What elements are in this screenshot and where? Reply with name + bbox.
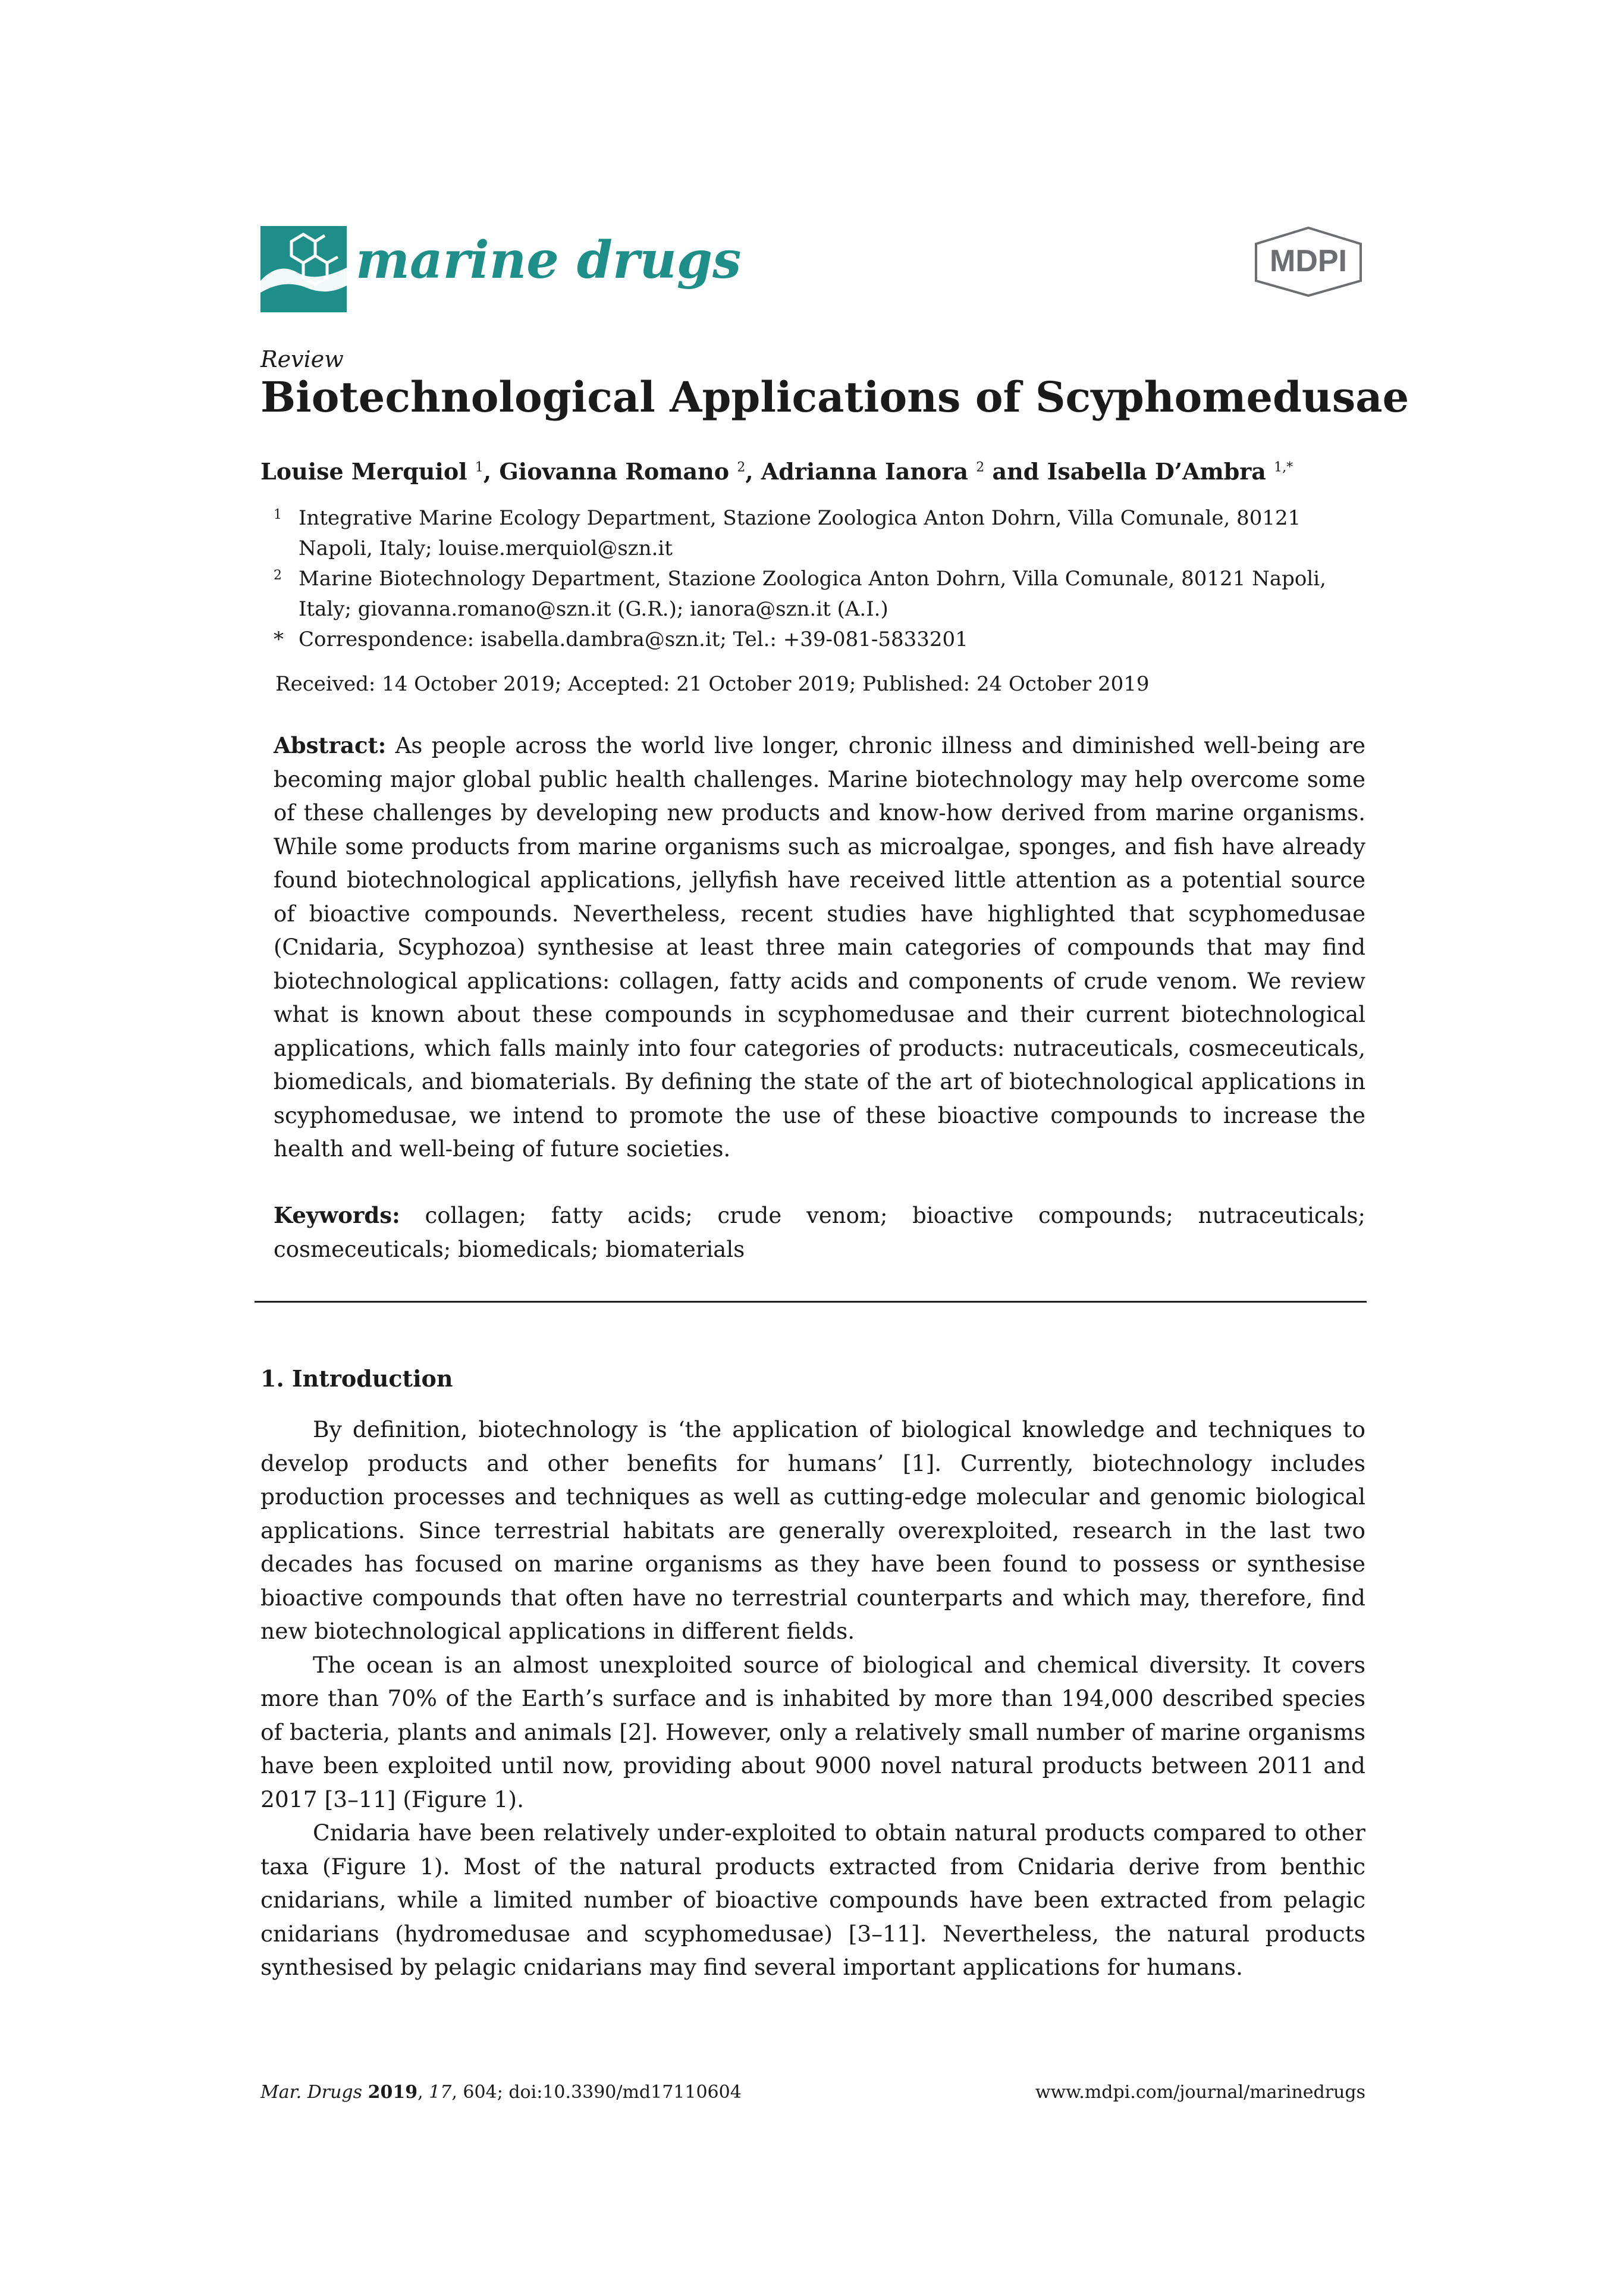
journal-url[interactable]: www.mdpi.com/journal/marinedrugs [1035,2082,1365,2103]
affiliation-text: Marine Biotechnology Department, Stazione Zoologica Anton Dohrn, Villa Comunale, 80121 Napoli, Italy; giovanna.romano@szn.it (G.R.); ianora@szn.it (A.I.) [299,567,1326,621]
mdpi-logo-icon [1252,226,1365,297]
author-name: Isabella D’Ambra [1047,458,1266,485]
citation-year: 2019 [368,2082,418,2103]
affiliation-item [274,625,1368,655]
author-separator: , [483,458,500,485]
author-name: Louise Merquiol [260,458,467,485]
author-list [260,458,1293,485]
affiliation-item [274,503,1368,564]
citation-volume: 17 [429,2082,452,2103]
body-paragraph: Cnidaria have been relatively under-exploited to obtain natural products compared to other taxa (Figure 1). Most of the natural products extracted from Cnidaria derive from benthic cnidarians, while a limited number of bioactive compounds have been extracted from pelagic cnidarians (hydromedusae and scyphomedusae) [3–11]. Nevertheless, the natural products synthesised by pelagic cnidarians may find several important applications for humans. [260,1820,1365,1980]
section-body [260,1413,1365,1984]
author-affiliation-marker: 1,* [1274,460,1293,475]
journal-abbrev: Mar. Drugs [260,2082,363,2103]
affiliation-text: Correspondence: isabella.dambra@szn.it; Tel.: +39-081-5833201 [299,628,968,651]
author-affiliation-marker: 2 [737,460,746,475]
mdpi-logo-text: MDPI [1270,244,1347,278]
publication-dates: Received: 14 October 2019; Accepted: 21 October 2019; Published: 24 October 2019 [275,672,1150,696]
article-type: Review [260,346,344,372]
article-title: Biotechnological Applications of Scyphomedusae [260,372,1409,422]
affiliations [274,503,1368,655]
journal-name: marine drugs [356,230,742,290]
affiliation-text: Integrative Marine Ecology Department, Stazione Zoologica Anton Dohrn, Villa Comunale, 80121 Napoli, Italy; louise.merquiol@szn.it [299,506,1301,560]
affiliation-marker: 2 [274,568,282,583]
author-name: Giovanna Romano [499,458,730,485]
affiliation-marker: 1 [274,507,282,522]
journal-logo-icon [260,226,347,312]
body-paragraph: The ocean is an almost unexploited source of biological and chemical diversity. It covers more than 70% of the Earth’s surface and is inhabited by more than 194,000 described species of bacteria, plants and animals [2]. However, only a relatively small number of marine organisms have been exploited until now, providing about 9000 novel natural products between 2011 and 2017 [3–11] (Figure 1). [260,1651,1365,1812]
body-paragraph: By definition, biotechnology is ‘the application of biological knowledge and techniques to develop products and other benefits for humans’ [1]. Currently, biotechnology includes production processes and techniques as well as cutting-edge molecular and genomic biological applications. Since terrestrial habitats are generally overexploited, research in the last two decades has focused on marine organisms as they have been found to possess or synthesise bioactive compounds that often have no terrestrial counterparts and which may, therefore, find new biotechnological applications in different fields. [260,1416,1365,1644]
abstract [274,729,1365,1166]
abstract-text: As people across the world live longer, chronic illness and diminished well-being are becoming major global public health challenges. Marine biotechnology may help overcome some of these challenges by developing new products and know-how derived from marine organisms. While some products from marine organisms such as microalgae, sponges, and fish have already found biotechnological applications, jellyfish have received little attention as a potential source of bioactive compounds. Nevertheless, recent studies have highlighted that scyphomedusae (Cnidaria, Scyphozoa) synthesise at least three main categories of compounds that may find biotechnological applications: collagen, fatty acids and components of crude venom. We review what is known about these compounds in scyphomedusae and their current biotechnological applications, which falls mainly into four categories of products: nutraceuticals, cosmeceuticals, biomedicals, and biomaterials. By defining the state of the art of biotechnological applications in scyphomedusae, we intend to promote the use of these bioactive compounds to increase the health and well-being of future societies. [274,733,1365,1162]
affiliation-marker: * [274,628,284,651]
author-separator: , [745,458,761,485]
citation-footer: Mar. Drugs 2019, 17, 604; doi:10.3390/md17110604 [260,2082,742,2103]
citation-rest: , 604; doi:10.3390/md17110604 [451,2082,742,2103]
section-heading: 1. Introduction [260,1365,453,1392]
keywords-text: collagen; fatty acids; crude venom; bioactive compounds; nutraceuticals; cosmeceuticals; biomedicals; biomaterials [274,1203,1366,1262]
section-divider [255,1301,1367,1303]
keywords-label: Keywords: [274,1202,400,1228]
abstract-label: Abstract: [274,732,387,758]
affiliation-item [274,564,1368,625]
author-affiliation-marker: 2 [976,460,985,475]
author-separator: and [984,458,1047,485]
keywords [274,1199,1365,1266]
author-name: Adrianna Ianora [761,458,969,485]
author-affiliation-marker: 1 [475,460,483,475]
